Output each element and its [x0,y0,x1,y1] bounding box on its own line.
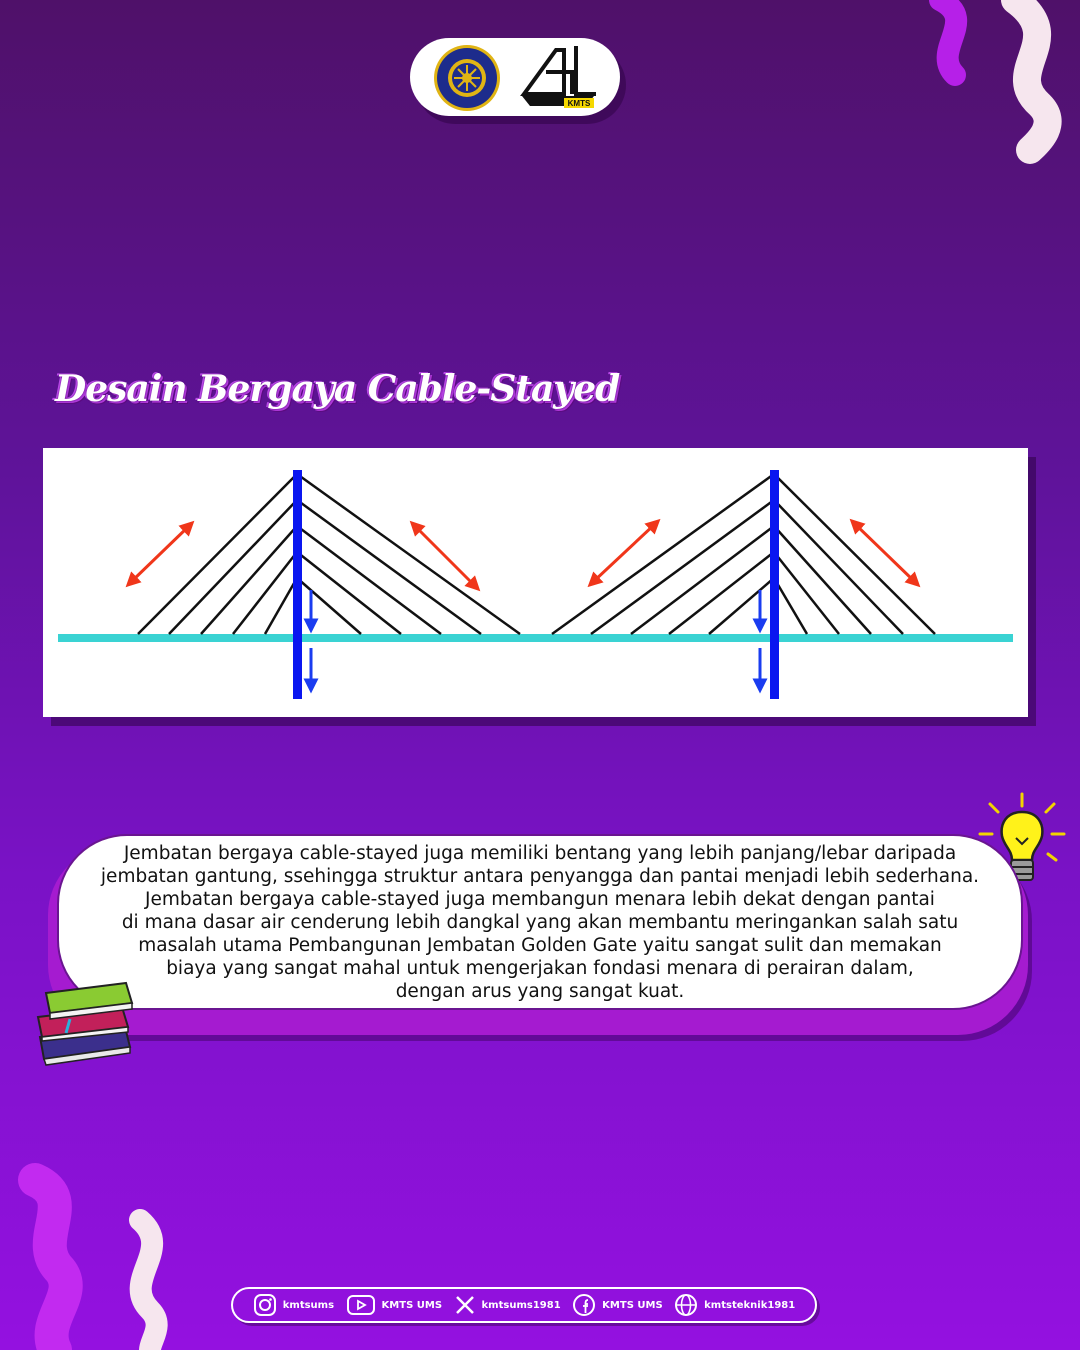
social-bar [231,1287,817,1323]
ums-logo-icon [432,43,502,113]
cables-left-tower [138,474,520,634]
info-line: di mana dasar air cenderung lebih dangkal yang akan membantu meringankan salah satu [121,911,959,933]
social-x[interactable] [454,1294,561,1316]
bridge-deck [58,634,1013,642]
social-youtube[interactable] [346,1294,442,1316]
info-card [57,834,1023,1010]
tension-arrows [131,524,915,586]
instagram-icon [253,1293,277,1317]
social-facebook[interactable] [572,1293,662,1317]
social-label: KMTS UMS [602,1299,663,1311]
info-line: jembatan gantung, ssehingga struktur antara penyangga dan pantai menjadi lebih sederhana. [100,865,980,887]
logo-pill [410,38,620,116]
kmts-logo-icon [516,42,600,112]
books-icon [30,975,140,1075]
page-title: Desain Bergaya Cable-Stayed [55,368,620,410]
info-line: biaya yang sangat mahal untuk mengerjakan fondasi menara di perairan dalam, [166,957,914,979]
left-tower [293,470,302,699]
right-tower [770,470,779,699]
globe-icon [674,1293,698,1317]
social-label: kmtsteknik1981 [704,1299,796,1311]
social-label: kmtsums1981 [481,1299,561,1311]
cable-stayed-bridge-illustration [43,448,1028,717]
info-line: Jembatan bergaya cable-stayed juga membangun menara lebih dekat dengan pantai [145,888,935,910]
squiggle-top-right [920,0,1080,170]
facebook-icon [572,1293,596,1317]
social-website[interactable] [674,1293,795,1317]
bridge-diagram [43,448,1028,717]
social-label: KMTS UMS [381,1299,443,1311]
info-line: Jembatan bergaya cable-stayed juga memiliki bentang yang lebih panjang/lebar daripada [123,842,957,864]
info-line: masalah utama Pembangunan Jembatan Golden Gate yaitu sangat sulit dan memakan [138,934,942,956]
social-label: kmtsums [282,1299,335,1311]
x-icon [454,1294,476,1316]
social-instagram[interactable] [253,1293,334,1317]
cables-right-tower [552,474,935,634]
squiggle-bottom-left [0,1160,200,1350]
info-line: dengan arus yang sangat kuat. [395,980,685,1002]
kmts-logo-text: KMTS [567,99,591,108]
youtube-icon [346,1294,376,1316]
